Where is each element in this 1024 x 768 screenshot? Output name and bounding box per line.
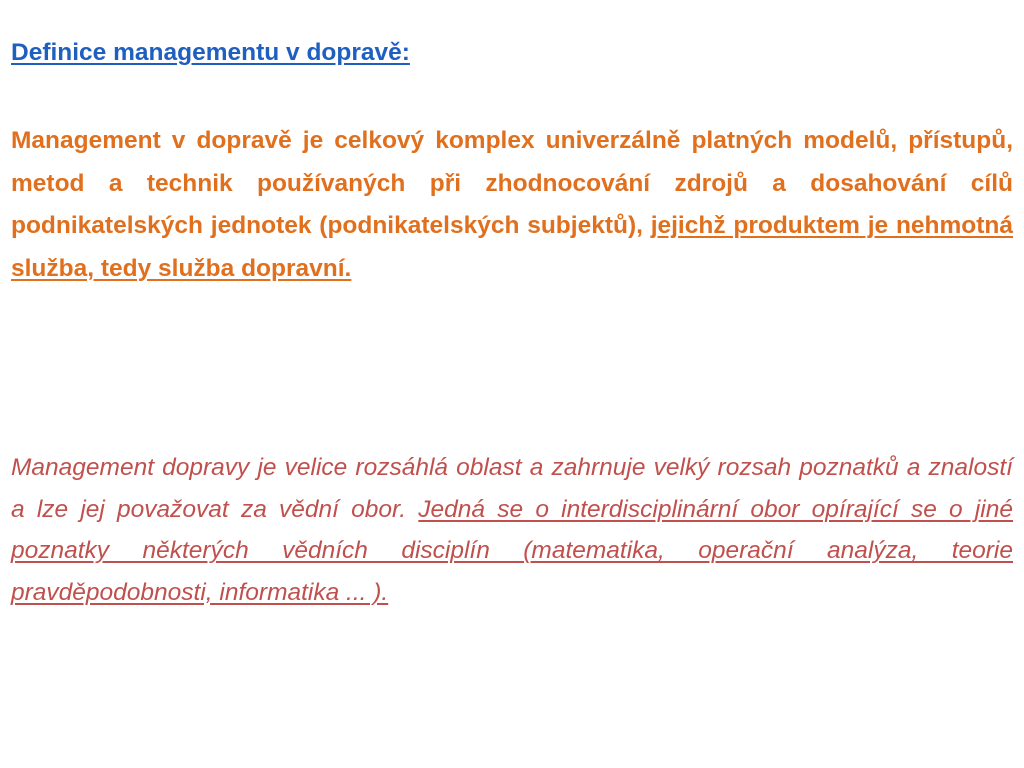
- scope-underlined-text: Jedná se o interdisciplinární obor opírající se o jiné poznatky některých vědních disciplín (matematika, operační analýza, teorie pravděpodobnosti, informatika ... ).: [11, 495, 1013, 606]
- definition-text: Management v dopravě je celkový komplex univerzálně platných modelů, přístupů, metod a technik používaných při zhodnocování zdrojů a dosahování cílů podnikatelských jednotek (podnikatelských subjektů),: [11, 127, 1013, 239]
- definition-paragraph: [11, 120, 1013, 290]
- scope-paragraph: [11, 447, 1013, 613]
- definition-underlined-text: jejichž produktem je nehmotná služba, tedy služba dopravní.: [11, 212, 1013, 282]
- scope-text: Management dopravy je velice rozsáhlá oblast a zahrnuje velký rozsah poznatků a znalostí a lze jej považovat za vědní obor.: [11, 454, 1013, 523]
- slide-heading: Definice managementu v dopravě:: [11, 39, 410, 66]
